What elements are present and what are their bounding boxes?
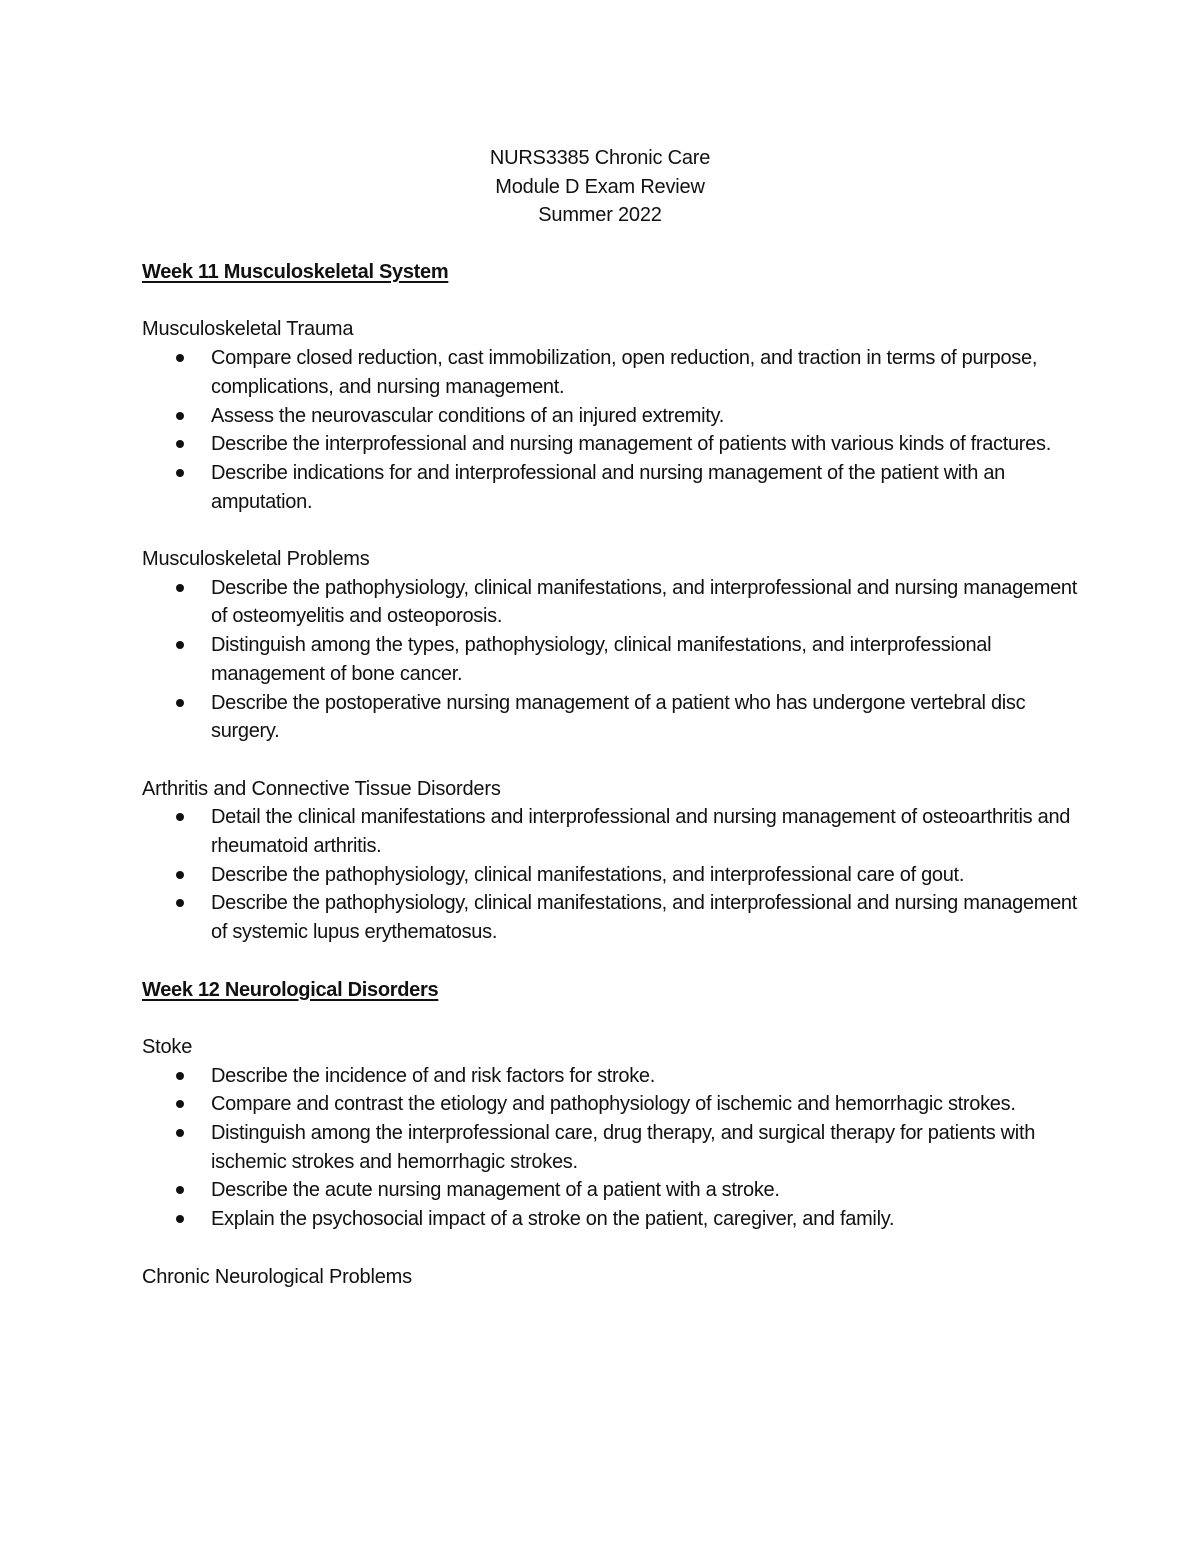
objective-text: Distinguish among the interprofessional care, drug therapy, and surgical therapy for patients with ischemic strokes and hemorrhagic strokes.	[211, 1122, 1036, 1173]
bullet-icon	[176, 641, 184, 649]
bullet-icon	[176, 412, 184, 420]
objective-text: Describe the interprofessional and nursing management of patients with various kinds of fractures.	[211, 433, 1051, 456]
bullet-icon	[176, 1100, 184, 1108]
list-item	[142, 631, 1082, 688]
spacer	[142, 947, 1082, 976]
objective-text: Describe the pathophysiology, clinical manifestations, and interprofessional and nursing management of systemic lupus erythematosus.	[211, 892, 1078, 944]
bullet-icon	[176, 469, 184, 477]
objective-text: Explain the psychosocial impact of a stroke on the patient, caregiver, and family.	[211, 1208, 895, 1231]
bullet-icon	[176, 354, 184, 362]
objective-text: Compare closed reduction, cast immobilization, open reduction, and traction in terms of purpose, complications, and nursing management.	[211, 347, 1038, 398]
course-title: NURS3385 Chronic Care	[489, 147, 711, 169]
module-title: Module D Exam Review	[495, 175, 705, 198]
list-item	[142, 689, 1082, 746]
spacer	[142, 1004, 1082, 1033]
term-title: Summer 2022	[538, 204, 662, 227]
list-item	[142, 1062, 1082, 1091]
objective-text: Compare and contrast the etiology and pathophysiology of ischemic and hemorrhagic strokes.	[211, 1093, 1016, 1116]
objective-text: Distinguish among the types, pathophysiology, clinical manifestations, and interprofessional management of bone cancer.	[211, 634, 992, 685]
topic-heading: Chronic Neurological Problems	[142, 1265, 412, 1288]
objective-text: Describe the postoperative nursing management of a patient who has undergone vertebral disc surgery.	[211, 691, 1026, 743]
bullet-icon	[176, 1072, 184, 1080]
spacer	[142, 1234, 1082, 1263]
objective-text: Describe the acute nursing management of a patient with a stroke.	[211, 1179, 780, 1202]
objective-list	[142, 803, 1082, 947]
objective-list	[142, 344, 1082, 516]
list-item	[142, 1090, 1082, 1119]
objective-text: Describe indications for and interprofessional and nursing management of the patient with an amputation.	[211, 461, 1006, 513]
topic-heading: Stoke	[142, 1035, 193, 1058]
list-item	[142, 1205, 1082, 1234]
bullet-icon	[176, 871, 184, 879]
list-item	[142, 1176, 1082, 1205]
spacer	[142, 516, 1082, 545]
bullet-icon	[176, 1215, 184, 1223]
list-item	[142, 803, 1082, 860]
list-item	[142, 459, 1082, 516]
objective-text: Describe the pathophysiology, clinical manifestations, and interprofessional care of gout.	[211, 863, 965, 886]
list-item	[142, 574, 1082, 631]
topic-heading: Musculoskeletal Problems	[142, 548, 370, 570]
week-heading: Week 12 Neurological Disorders	[142, 978, 439, 1001]
topic-heading: Musculoskeletal Trauma	[142, 318, 354, 341]
list-item	[142, 1119, 1082, 1176]
bullet-icon	[176, 1186, 184, 1194]
list-item	[142, 889, 1082, 946]
list-item	[142, 344, 1082, 401]
list-item	[142, 402, 1082, 431]
list-item	[142, 430, 1082, 459]
bullet-icon	[176, 584, 184, 592]
objective-text: Describe the pathophysiology, clinical manifestations, and interprofessional and nursing management of osteomyelitis and osteoporosis.	[211, 576, 1078, 628]
objective-text: Assess the neurovascular conditions of an injured extremity.	[211, 404, 725, 427]
bullet-icon	[176, 699, 184, 707]
objective-text: Detail the clinical manifestations and interprofessional and nursing management of osteoarthritis and rheumatoid arthritis.	[211, 806, 1071, 858]
document-body	[142, 258, 1082, 1291]
spacer	[142, 746, 1082, 775]
objective-list	[142, 1062, 1082, 1234]
bullet-icon	[176, 440, 184, 448]
objective-text: Describe the incidence of and risk factors for stroke.	[211, 1064, 656, 1087]
topic-heading: Arthritis and Connective Tissue Disorders	[142, 777, 501, 800]
bullet-icon	[176, 899, 184, 907]
bullet-icon	[176, 1129, 184, 1137]
document-title-block	[0, 144, 1200, 230]
spacer	[142, 287, 1082, 316]
objective-list	[142, 574, 1082, 746]
bullet-icon	[176, 813, 184, 821]
week-heading: Week 11 Musculoskeletal System	[142, 261, 449, 283]
list-item	[142, 861, 1082, 890]
